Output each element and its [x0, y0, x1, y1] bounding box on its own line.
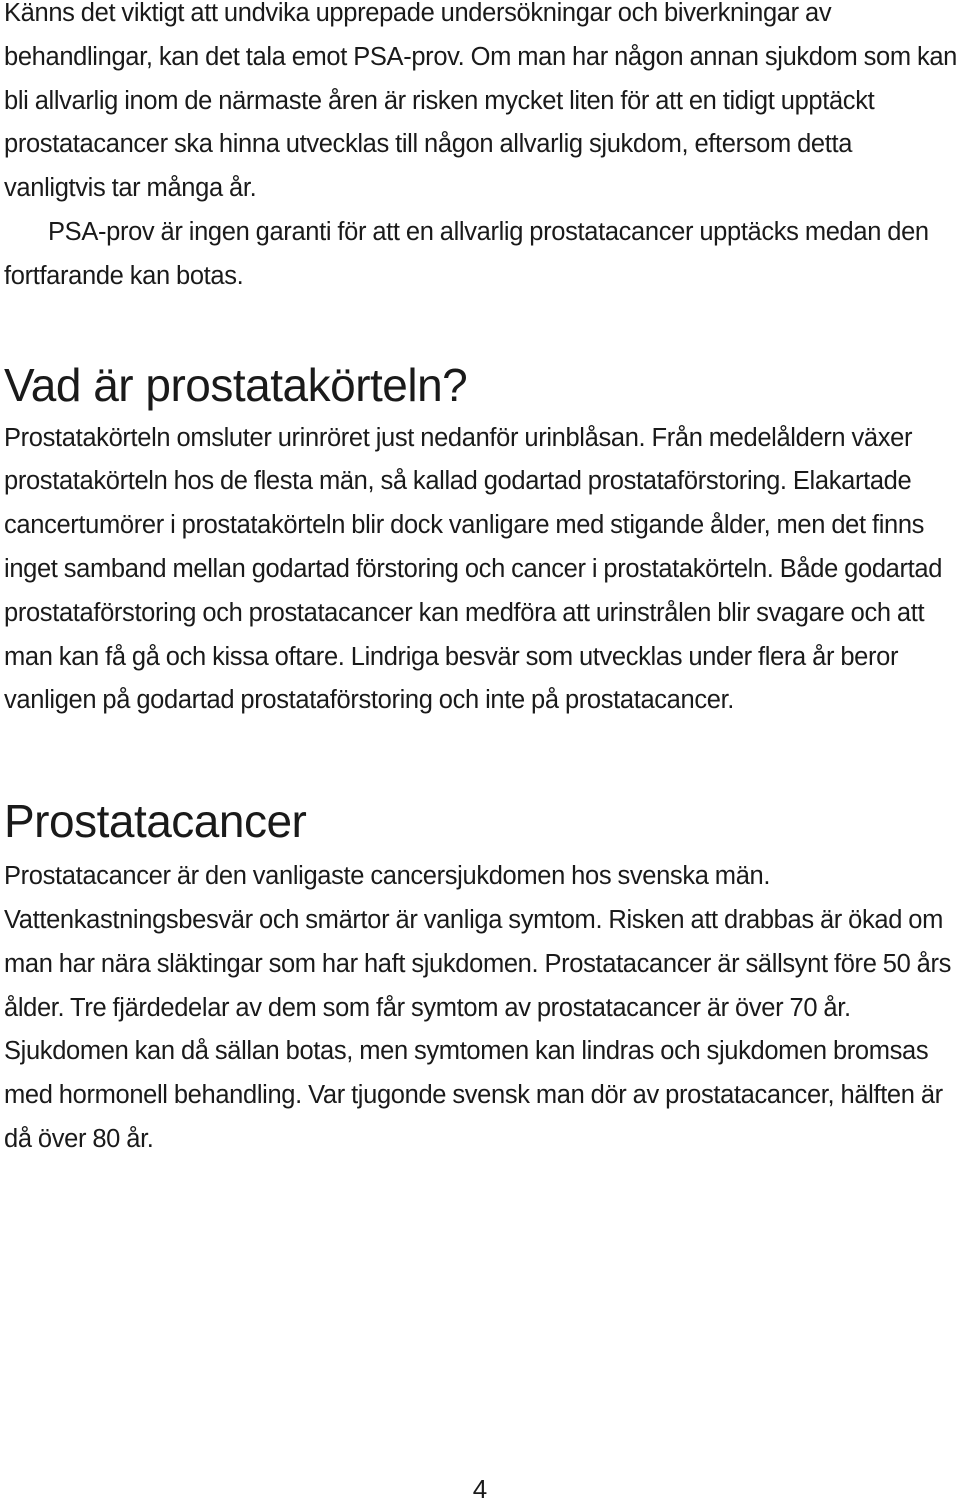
section-body-prostata: Prostatakörteln omsluter urinröret just nedanför urinblåsan. Från medelåldern växer prostatakörteln hos de flesta män, så kallad godartad prostataförstoring. Elakartade cancertumörer i prostatakörteln blir dock vanligare med stigande ålder, men det finns inget samband mellan godartad förstoring och cancer i prostatakörteln. Både godartad prostataförstoring och prostatacancer kan medföra att urinstrålen blir svagare och att man kan få gå och kissa oftare. Lindriga besvär som utvecklas under flera år beror vanligen på godartad prostataförstoring och inte på prostatacancer.: [4, 423, 943, 715]
document-page: [4, 0, 958, 1162]
intro-paragraph-2: PSA-prov är ingen garanti för att en allvarlig prostatacancer upptäcks medan den fortfarande kan botas.: [4, 217, 929, 290]
section-heading-cancer: Prostatacancer: [4, 795, 307, 848]
intro-paragraph-1: Känns det viktigt att undvika upprepade undersökningar och biverkningar av behandlingar, kan det tala emot PSA-prov. Om man har någon annan sjukdom som kan bli allvarlig inom de närmaste åren är risken mycket liten för att en tidigt upptäckt prostatacancer ska hinna utvecklas till någon allvarlig sjukdom, eftersom detta vanligtvis tar många år.: [4, 0, 958, 203]
section-heading-prostata: Vad är prostatakörteln?: [4, 358, 468, 411]
page-number: 4: [472, 1474, 488, 1504]
section-body-cancer: Prostatacancer är den vanligaste cancersjukdomen hos svenska män. Vattenkastningsbesvär och smärtor är vanliga symtom. Risken att drabbas är ökad om man har nära släktingar som har haft sjukdomen. Prostatacancer är sällsynt före 50 års ålder. Tre fjärdedelar av dem som får symtom av prostatacancer är över 70 år. Sjukdomen kan då sällan botas, men symtomen kan lindras och sjukdomen bromsas med hormonell behandling. Var tjugonde svensk man dör av prostatacancer, hälften är då över 80 år.: [4, 862, 952, 1153]
